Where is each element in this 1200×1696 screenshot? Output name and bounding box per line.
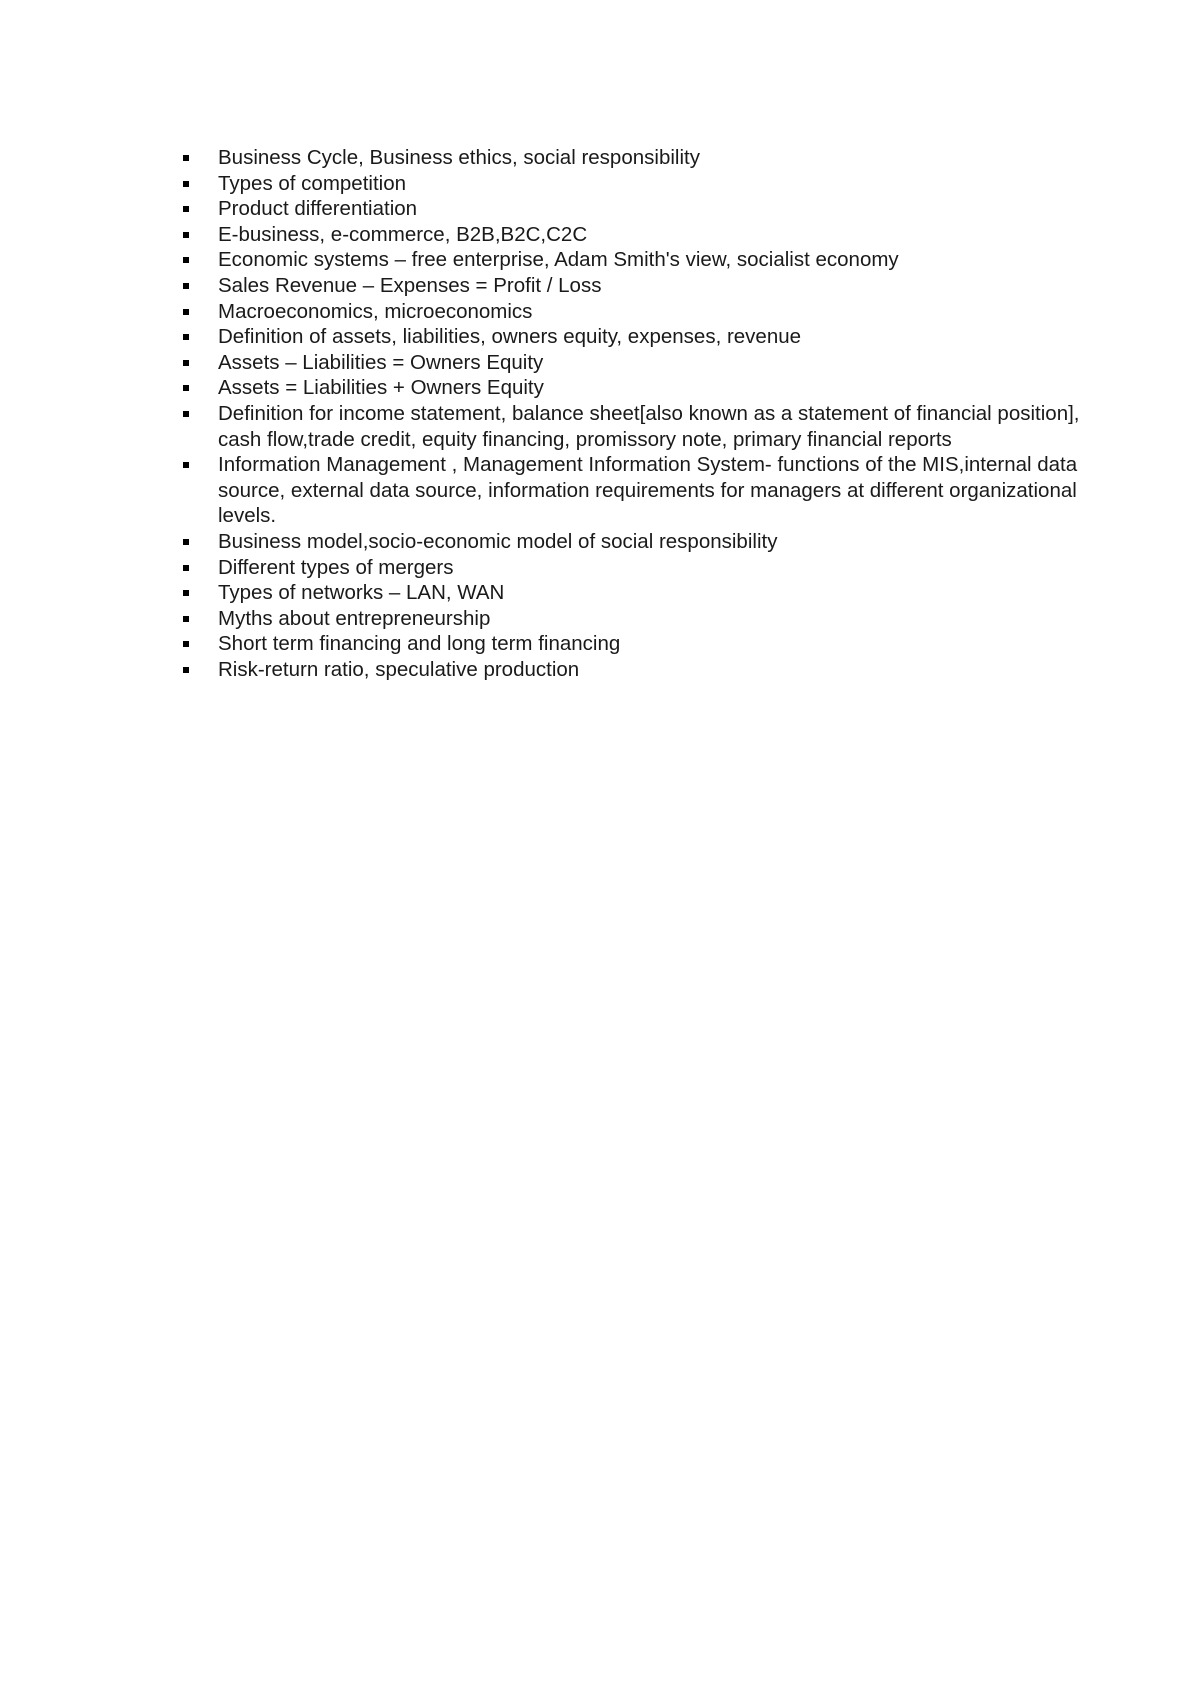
- list-item-text: Definition for income statement, balance sheet[also known as a statement of financial position], cash flow,trade credit, equity financing, promissory note, primary financial reports: [218, 401, 1080, 451]
- list-item-text: Myths about entrepreneurship: [218, 606, 491, 630]
- list-item: [180, 145, 1080, 171]
- list-item-text: Types of competition: [218, 171, 407, 195]
- square-bullet-icon: [183, 565, 189, 571]
- list-item: [180, 273, 1080, 299]
- list-item: [180, 222, 1080, 248]
- square-bullet-icon: [183, 411, 189, 417]
- square-bullet-icon: [183, 462, 189, 468]
- list-item: [180, 324, 1080, 350]
- list-item: [180, 452, 1080, 529]
- list-item: [180, 606, 1080, 632]
- square-bullet-icon: [183, 616, 189, 622]
- list-item: [180, 247, 1080, 273]
- square-bullet-icon: [183, 155, 189, 161]
- list-item: [180, 299, 1080, 325]
- square-bullet-icon: [183, 385, 189, 391]
- list-item-text: Business Cycle, Business ethics, social responsibility: [218, 146, 700, 169]
- list-item: [180, 401, 1080, 452]
- list-item-text: Economic systems – free enterprise, Adam Smith's view, socialist economy: [218, 248, 899, 272]
- list-item-text: Different types of mergers: [218, 555, 454, 579]
- list-item-text: E-business, e-commerce, B2B,B2C,C2C: [218, 222, 588, 246]
- list-item-text: Information Management , Management Information System- functions of the MIS,internal data source, external data source, information requirements for managers at different organizational levels.: [218, 453, 1078, 528]
- list-item-text: Types of networks – LAN, WAN: [218, 581, 505, 605]
- list-item-text: Assets – Liabilities = Owners Equity: [218, 350, 544, 374]
- square-bullet-icon: [183, 309, 189, 315]
- list-item-text: Risk-return ratio, speculative production: [218, 657, 580, 681]
- topic-bullet-list: [180, 145, 1080, 682]
- list-item-text: Short term financing and long term financing: [218, 632, 621, 656]
- square-bullet-icon: [183, 334, 189, 340]
- list-item: [180, 375, 1080, 401]
- list-item-text: Definition of assets, liabilities, owners equity, expenses, revenue: [218, 325, 802, 349]
- list-item-text: Macroeconomics, microeconomics: [218, 299, 533, 323]
- list-item: [180, 631, 1080, 657]
- list-item-text: Sales Revenue – Expenses = Profit / Loss: [218, 273, 602, 297]
- list-item: [180, 196, 1080, 222]
- square-bullet-icon: [183, 360, 189, 366]
- square-bullet-icon: [183, 232, 189, 238]
- list-item: [180, 657, 1080, 683]
- list-item-text: Business model,socio-economic model of social responsibility: [218, 529, 778, 553]
- square-bullet-icon: [183, 283, 189, 289]
- square-bullet-icon: [183, 181, 189, 187]
- list-item: [180, 350, 1080, 376]
- list-item: [180, 555, 1080, 581]
- list-item: [180, 580, 1080, 606]
- list-item: [180, 529, 1080, 555]
- list-item-text: Product differentiation: [218, 197, 418, 221]
- square-bullet-icon: [183, 539, 189, 545]
- square-bullet-icon: [183, 257, 189, 263]
- list-item-text: Assets = Liabilities + Owners Equity: [218, 376, 544, 400]
- square-bullet-icon: [183, 590, 189, 596]
- square-bullet-icon: [183, 641, 189, 647]
- square-bullet-icon: [183, 206, 189, 212]
- list-item: [180, 171, 1080, 197]
- square-bullet-icon: [183, 667, 189, 673]
